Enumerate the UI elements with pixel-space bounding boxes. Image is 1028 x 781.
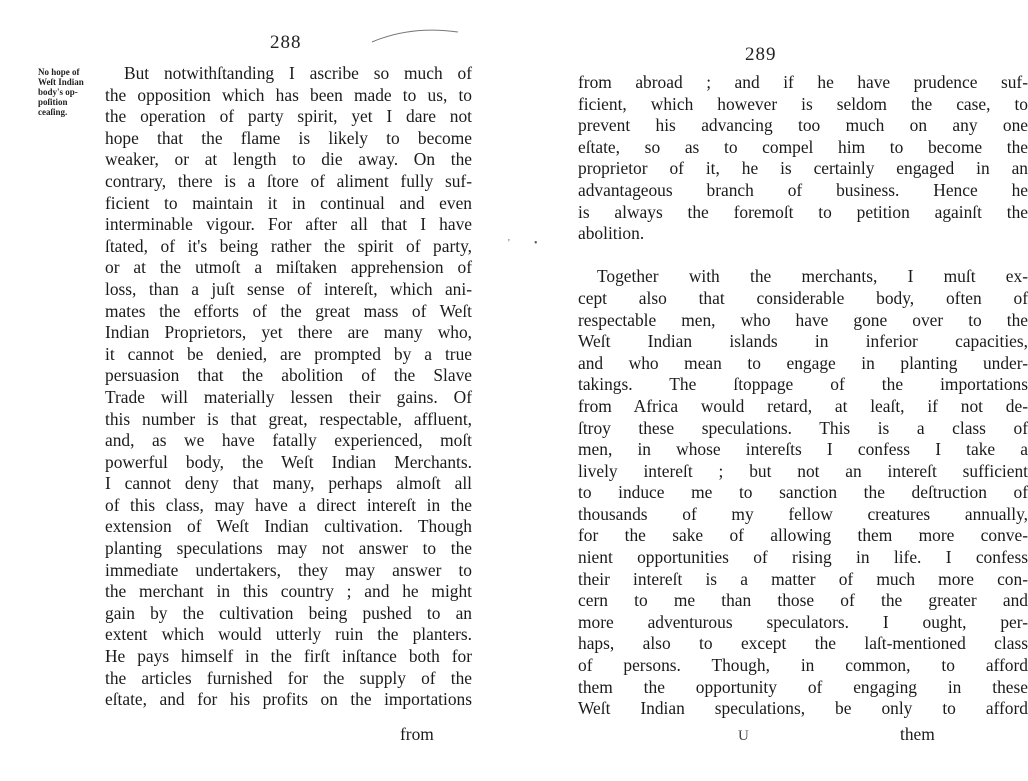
text-line: and who mean to engage in planting under- — [578, 352, 1028, 373]
text-line: hope that the flame is likely to become — [105, 127, 472, 148]
text-line: eſtate, and for his profits on the importations — [105, 689, 472, 710]
text-line: men, in whose intereſts I confess I take a — [578, 439, 1028, 460]
paragraph-gap — [578, 245, 1028, 267]
text-line: for the sake of allowing them more conve- — [578, 525, 1028, 546]
text-line: weaker, or at length to die away. On the — [105, 149, 472, 170]
text-line: respectable men, who have gone over to the — [578, 309, 1028, 330]
left-page-number: 288 — [270, 32, 302, 53]
text-line: and, as we have fatally experienced, moſt — [105, 430, 472, 451]
margin-note-line: ceaſing. — [38, 107, 68, 117]
text-line: He pays himself in the firſt inſtance both for — [105, 646, 472, 667]
text-line: haps, also to except the laſt-mentioned class — [578, 633, 1028, 654]
text-line: abolition. — [578, 223, 645, 244]
decorative-flourish — [370, 26, 460, 46]
text-line: cern to me than those of the greater and — [578, 590, 1028, 611]
text-line: the opposition which has been made to us, to — [105, 84, 472, 105]
text-line: advantageous branch of business. Hence he — [578, 179, 1028, 200]
text-line: Weſt Indian islands in inferior capacities, — [578, 331, 1028, 352]
text-line: lively intereſt ; but not an intereſt sufficient — [578, 460, 1028, 481]
left-catchword: from — [400, 724, 434, 744]
text-line: persuasion that the abolition of the Slave — [105, 365, 472, 386]
left-page — [0, 0, 490, 781]
signature-mark: U — [738, 728, 749, 744]
text-line: ſtroy these speculations. This is a class of — [578, 417, 1028, 438]
text-line: of persons. Though, in common, to afford — [578, 655, 1028, 676]
text-line: ſtated, of it's being rather the spirit of party, — [105, 235, 472, 256]
text-line: interminable vigour. For after all that I have — [105, 214, 472, 235]
text-line: cept also that considerable body, often of — [578, 287, 1028, 308]
gutter-marks: ' • — [508, 238, 538, 249]
text-line: I cannot deny that many, perhaps almoſt all — [105, 473, 472, 494]
text-line: from abroad ; and if he have prudence suf- — [578, 72, 1028, 92]
text-line: this number is that great, respectable, affluent, — [105, 408, 472, 429]
text-line: powerful body, the Weſt Indian Merchants. — [105, 451, 472, 472]
text-line: the articles furnished for the supply of the — [105, 667, 472, 688]
text-line: extension of Weſt Indian cultivation. Though — [105, 516, 472, 537]
text-line: ficient, which however is seldom the case, to — [578, 93, 1028, 114]
text-line: extent which would utterly ruin the planters. — [105, 624, 472, 645]
text-line: is always the foremoſt to petition againſt the — [578, 201, 1028, 222]
text-line: Trade will materially lessen their gains. Of — [105, 386, 472, 407]
text-line: it cannot be denied, are prompted by a true — [105, 343, 472, 364]
text-line: But notwithſtanding I ascribe so much of — [124, 63, 472, 83]
text-line: to induce me to sanction the deſtruction of — [578, 482, 1028, 503]
text-line: prevent his advancing too much on any one — [578, 115, 1028, 136]
text-line: their intereſt is a matter of much more con- — [578, 568, 1028, 589]
text-line: Weſt Indian speculations, be only to afford — [578, 698, 1028, 719]
margin-note-line: No hope of — [38, 67, 80, 77]
text-line: contrary, there is a ſtore of aliment fully suf- — [105, 170, 472, 191]
text-line: mates the efforts of the great mass of Weſt — [105, 300, 472, 321]
text-line: ficient to maintain it in continual and even — [105, 192, 472, 213]
text-line: more adventurous speculators. I ought, per- — [578, 611, 1028, 632]
text-line: the merchant in this country ; and he might — [105, 581, 472, 602]
text-line: or at the utmoſt a miſtaken apprehension of — [105, 257, 472, 278]
text-line: them the opportunity of engaging in these — [578, 676, 1028, 697]
margin-note — [38, 67, 100, 117]
text-line: eſtate, so as to compel him to become the — [578, 136, 1028, 157]
margin-note-line: body's op- — [38, 87, 78, 97]
text-line: of this class, may have a direct intereſt in the — [105, 494, 472, 515]
text-line: nient opportunities of rising in life. I confess — [578, 547, 1028, 568]
text-line: Indian Proprietors, yet there are many who, — [105, 322, 472, 343]
text-line: immediate undertakers, they may answer to — [105, 559, 472, 580]
text-line: Together with the merchants, I muſt ex- — [597, 266, 1028, 287]
left-body-text — [105, 63, 472, 711]
text-line: loss, than a juſt sense of intereſt, which ani- — [105, 278, 472, 299]
text-line: from Africa would retard, at leaſt, if not de- — [578, 395, 1028, 416]
margin-note-line: Weſt Indian — [38, 77, 84, 87]
right-body-text — [578, 72, 1028, 720]
right-page-number: 289 — [745, 44, 777, 65]
margin-note-line: poſition — [38, 97, 68, 107]
right-page — [490, 0, 1028, 781]
text-line: takings. The ſtoppage of the importations — [578, 374, 1028, 395]
right-catchword: them — [900, 724, 935, 744]
text-line: proprietor of it, he is certainly engaged in an — [578, 158, 1028, 179]
text-line: planting speculations may not answer to the — [105, 538, 472, 559]
text-line: gain by the cultivation being pushed to an — [105, 602, 472, 623]
text-line: thousands of my fellow creatures annually, — [578, 503, 1028, 524]
text-line: the operation of party spirit, yet I dare not — [105, 106, 472, 127]
